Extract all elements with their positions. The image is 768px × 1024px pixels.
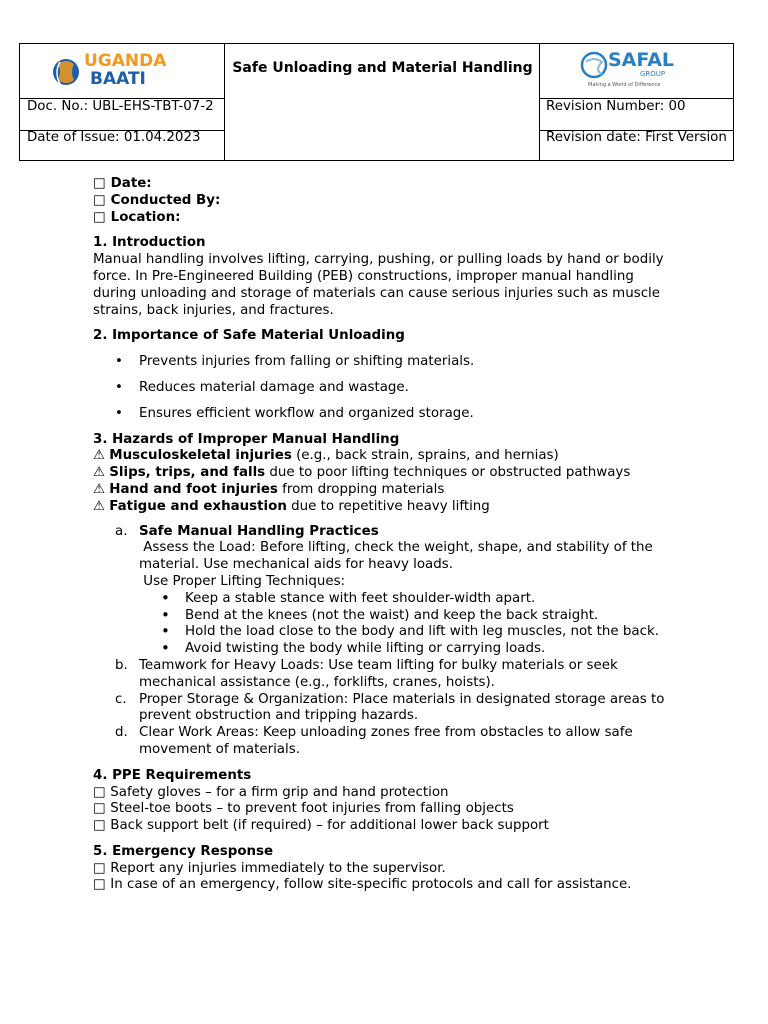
list-item — [93, 801, 673, 818]
safal-group-logo — [576, 48, 676, 94]
hazard-detail: from dropping materials — [277, 481, 445, 497]
checkbox-icon: □ — [93, 784, 106, 800]
intro-heading: 1. Introduction — [93, 235, 206, 251]
assess-load-text: Assess the Load: Before lifting, check the weight, shape, and stability of the material. Use mechanical aids for heavy loads. — [139, 540, 658, 573]
document-header-table — [19, 43, 734, 161]
date-field: □ Date: — [93, 176, 152, 191]
emergency-text: In case of an emergency, follow site-specific protocols and call for assistance. — [110, 877, 632, 893]
list-item: • Prevents injuries from falling or shifting materials. — [93, 354, 673, 371]
hazard-detail: due to repetitive heavy lifting — [286, 498, 490, 514]
hazard-name: Hand and foot injuries — [109, 481, 278, 497]
hazards-list — [93, 448, 673, 515]
list-item — [93, 785, 673, 802]
checkbox-icon: □ — [93, 176, 106, 191]
hazard-name: Slips, trips, and falls — [109, 465, 266, 481]
list-item: • Hold the load close to the body and lift with leg muscles, not the back. — [93, 624, 673, 641]
hazard-detail: (e.g., back strain, sprains, and hernias) — [291, 448, 559, 464]
warning-icon: ⚠ — [93, 498, 106, 514]
techniques-heading: Use Proper Lifting Techniques: — [139, 573, 346, 589]
revision-number: Revision Number: 00 — [546, 99, 686, 114]
ppe-text: Safety gloves – for a firm grip and hand protection — [110, 784, 449, 800]
revision-date: Revision date: First Version — [546, 130, 727, 145]
practices-list — [93, 524, 673, 759]
practice-text: Teamwork for Heavy Loads: Use team lifting for bulky materials or seek mechanical assistance (e.g., forklifts, cranes, hoists). — [139, 657, 618, 690]
checkbox-icon: □ — [93, 801, 106, 817]
date-of-issue: Date of Issue: 01.04.2023 — [27, 130, 201, 145]
conducted-by-field: □ Conducted By: — [93, 192, 221, 208]
warning-icon: ⚠ — [93, 448, 106, 464]
practice-item-a — [93, 524, 673, 658]
safal-logo-text: SAFAL — [608, 49, 674, 71]
practice-text: Clear Work Areas: Keep unloading zones free from obstacles to allow safe movement of materials. — [139, 725, 633, 757]
list-marker: a. — [115, 523, 128, 539]
list-item — [93, 877, 673, 894]
checkbox-icon: □ — [93, 192, 106, 208]
document-body — [93, 176, 673, 894]
list-item — [93, 465, 673, 482]
list-item: • Avoid twisting the body while lifting or carrying loads. — [93, 641, 673, 658]
importance-list — [93, 354, 673, 422]
location-field: □ Location: — [93, 209, 181, 225]
list-item — [93, 482, 673, 499]
uganda-logo-line1: UGANDA — [84, 51, 167, 71]
checkbox-icon: □ — [93, 818, 106, 834]
practice-item-b — [93, 658, 673, 692]
warning-icon: ⚠ — [93, 465, 106, 481]
list-marker: b. — [115, 657, 128, 673]
list-marker: d. — [115, 725, 128, 741]
checkbox-icon: □ — [93, 209, 106, 225]
ppe-text: Steel-toe boots – to prevent foot injuries from falling objects — [110, 801, 514, 817]
practice-item-d — [93, 725, 673, 759]
list-item: • Bend at the knees (not the waist) and keep the back straight. — [93, 608, 673, 625]
uganda-logo-line2: BAATI — [90, 69, 146, 89]
practice-text: Proper Storage & Organization: Place materials in designated storage areas to prevent obstruction and tripping hazards. — [139, 691, 665, 724]
warning-icon: ⚠ — [93, 481, 106, 497]
emergency-list — [93, 861, 673, 895]
ppe-list — [93, 785, 673, 835]
checkbox-icon: □ — [93, 860, 106, 876]
list-item: • Ensures efficient workflow and organized storage. — [93, 406, 673, 423]
uganda-baati-logo — [50, 50, 174, 94]
importance-heading: 2. Importance of Safe Material Unloading — [93, 328, 405, 344]
ppe-heading: 4. PPE Requirements — [93, 767, 252, 783]
checkbox-icon: □ — [93, 877, 106, 893]
ppe-text: Back support belt (if required) – for additional lower back support — [110, 818, 549, 834]
list-item — [93, 861, 673, 878]
practice-item-c — [93, 692, 673, 726]
hazard-name: Musculoskeletal injuries — [109, 448, 292, 464]
meeting-meta — [93, 176, 673, 226]
emergency-heading: 5. Emergency Response — [93, 843, 274, 859]
list-item — [93, 499, 673, 516]
emergency-text: Report any injuries immediately to the supervisor. — [110, 860, 446, 876]
list-item: • Keep a stable stance with feet shoulder-width apart. — [93, 591, 673, 608]
intro-paragraph: Manual handling involves lifting, carrying, pushing, or pulling loads by hand or bodily force. In Pre-Engineered Building (PEB) constructions, improper manual handling during unloading and storage of materials can cause serious injuries such as muscle strains, back injuries, and fractures. — [93, 252, 664, 318]
hazard-name: Fatigue and exhaustion — [109, 498, 287, 514]
safal-logo-sub: GROUP — [640, 70, 666, 78]
doc-number: Doc. No.: UBL-EHS-TBT-07-2 — [27, 99, 214, 114]
safal-logo-tagline: Making a World of Difference — [588, 82, 661, 88]
hazards-heading: 3. Hazards of Improper Manual Handling — [93, 431, 400, 447]
list-item — [93, 448, 673, 465]
list-item — [93, 818, 673, 835]
list-item: • Reduces material damage and wastage. — [93, 380, 673, 397]
list-marker: c. — [115, 691, 127, 707]
document-title: Safe Unloading and Material Handling — [232, 60, 533, 76]
practices-heading: Safe Manual Handling Practices — [139, 523, 379, 539]
hazard-detail: due to poor lifting techniques or obstructed pathways — [265, 465, 631, 481]
techniques-list — [139, 591, 673, 658]
